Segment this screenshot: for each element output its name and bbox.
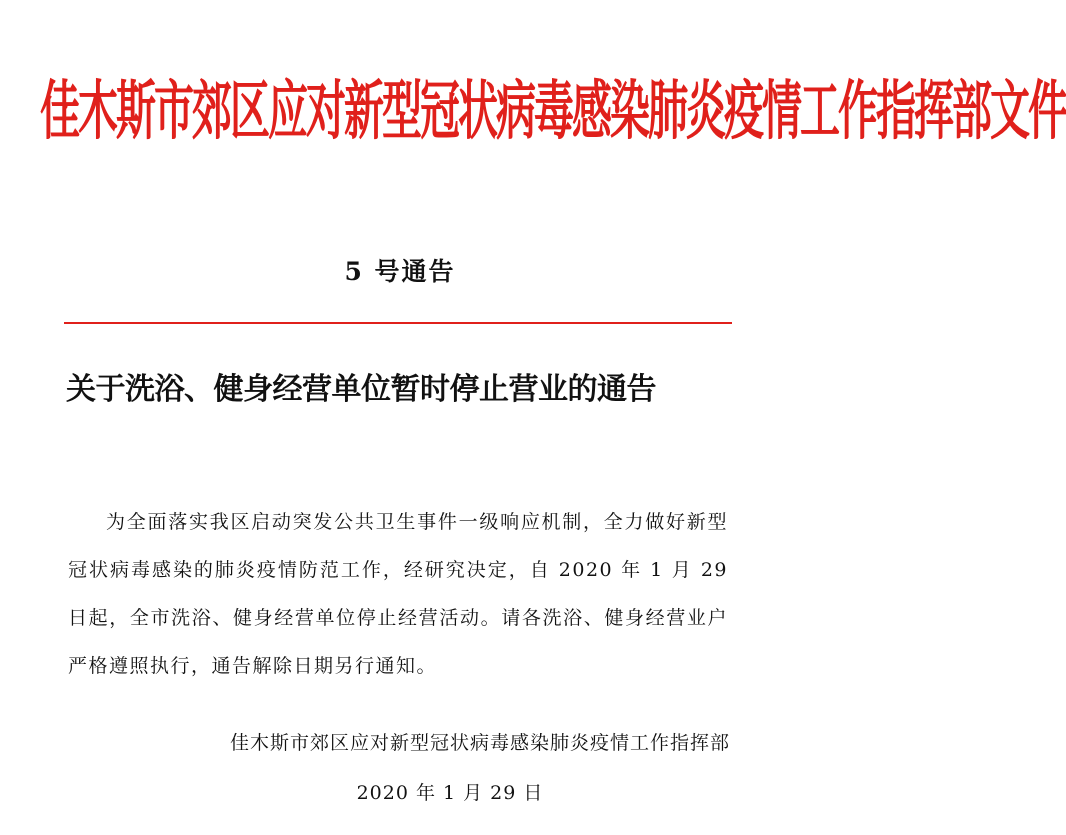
document-number: 5 号通告: [344, 257, 456, 286]
red-divider-line: [64, 322, 732, 324]
issue-date: 2020 年 1 月 29 日: [356, 782, 544, 804]
document-body-paragraph: 为全面落实我区启动突发公共卫生事件一级响应机制，全力做好新型冠状病毒感染的肺炎疫情防范工作，经研究决定，自 2020 年 1 月 29 日起，全市洗浴、健身经营单位停止经营活动。请各洗浴、健身经营业户严格遵照执行，通告解除日期另行通知。: [68, 511, 728, 677]
issuer-signature: 佳木斯市郊区应对新型冠状病毒感染肺炎疫情工作指挥部: [229, 732, 730, 754]
document-red-header: 佳木斯市郊区应对新型冠状病毒感染肺炎疫情工作指挥部文件: [40, 73, 1066, 149]
document-title: 关于洗浴、健身经营单位暂时停止营业的通告: [66, 372, 656, 407]
